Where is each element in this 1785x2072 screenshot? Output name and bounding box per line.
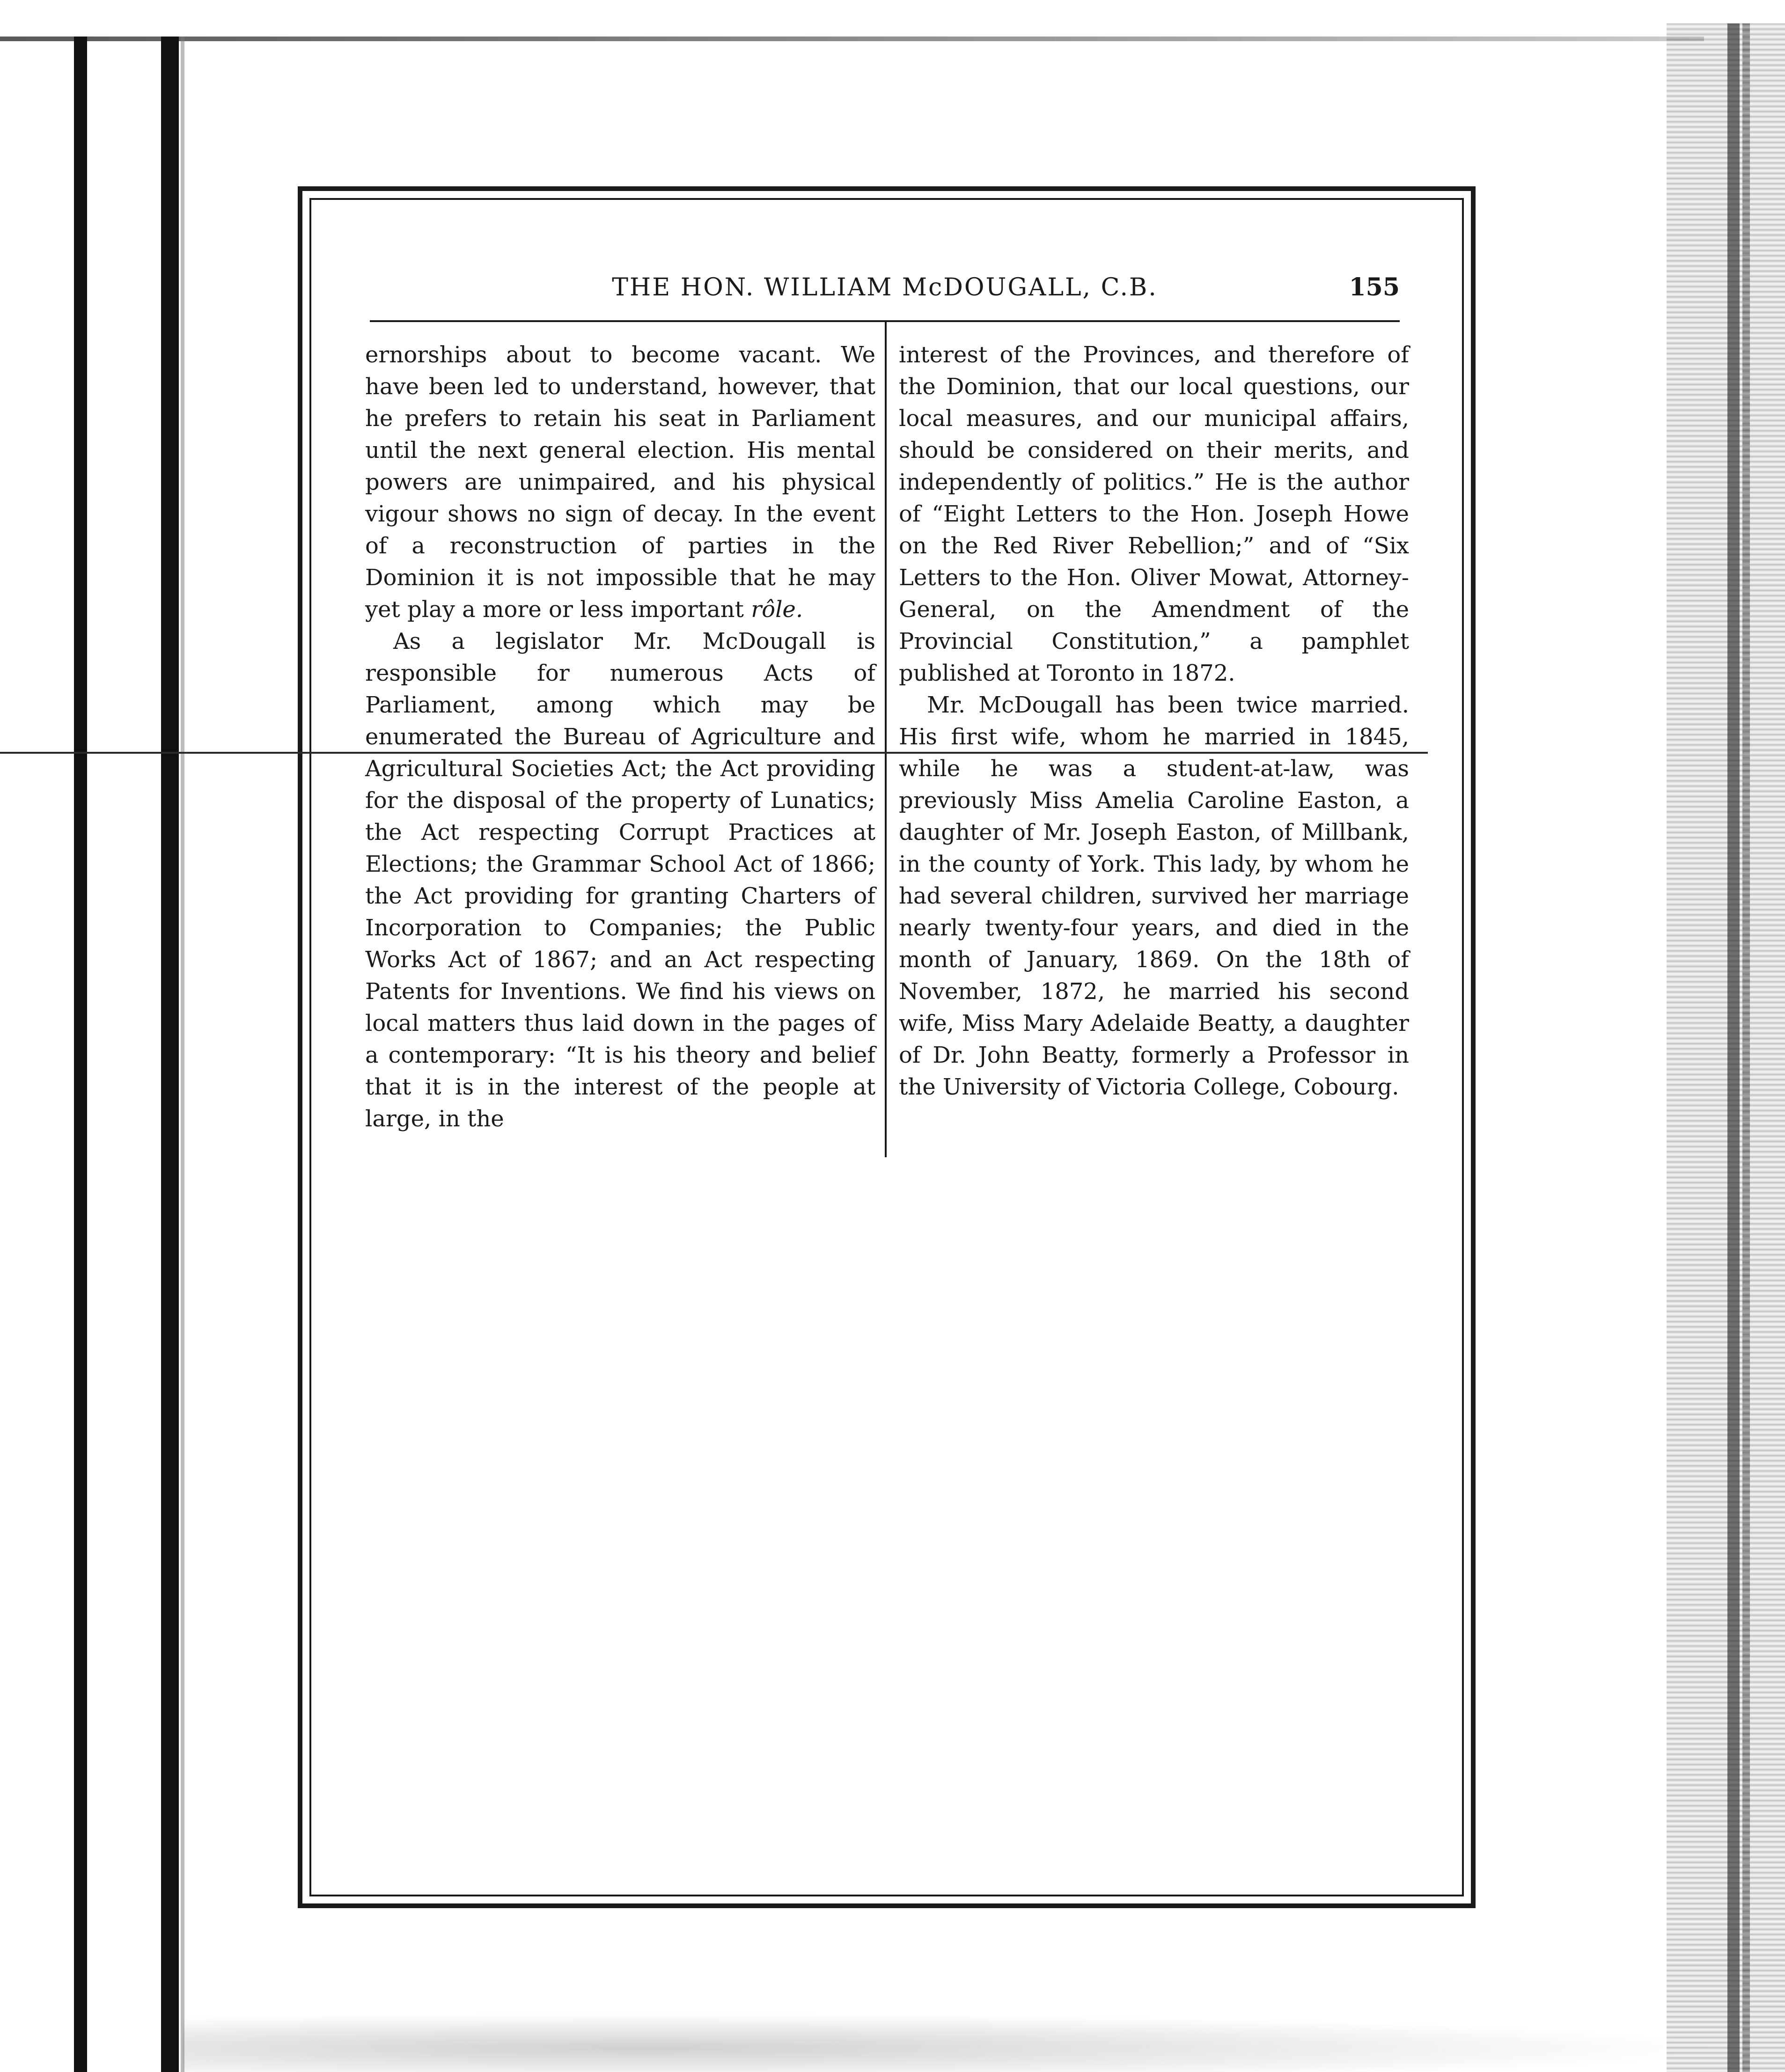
paragraph: As a legislator Mr. McDougall is responsible for numerous Acts of Parliament, among which may be enumerated the Bureau of Agriculture and Agricultural Societies Act; the Act providing for the disposal of the property of Lunatics; the Act respecting Corrupt Practices at Elections; the Grammar School Act of 1866; the Act providing for granting Charters of Incorporation to Companies; the Public Works Act of 1867; and an Act respecting Patents for Inventions. We find his views on local matters thus laid down in the pages of a contemporary: “It is his theory and belief that it is in the interest of the people at large, in the [365,628,875,1132]
scan-artifact-bar [74,37,87,2072]
right-column [899,339,1409,1103]
column-divider [885,322,887,1157]
scan-artifact-line [0,752,1428,754]
paragraph-text: ernorships about to become vacant. We have been led to understand, however, that he prefers to retain his seat in Parliament until the next general election. His mental powers are unimpaired, and his physical vigour shows no sign of decay. In the event of a reconstruction of parties in the Dominion it is not impossible that he may yet play a more or less important [365,342,875,623]
paragraph: Mr. McDougall has been twice married. His first wife, whom he married in 1845, while he was a student-at-law, was previously Miss Amelia Caroline Easton, a daughter of Mr. Joseph Easton, of Millbank, in the county of York. This lady, by whom he had several children, survived her marriage nearly twenty-four years, and died in the month of January, 1869. On the 18th of November, 1872, he married his second wife, Miss Mary Adelaide Beatty, a daughter of Dr. John Beatty, formerly a Professor in the University of Victoria College, Cobourg. [899,692,1409,1100]
scan-artifact-top [0,37,1704,41]
italic-word: rôle. [751,596,803,623]
scan-artifact-bottom [183,2013,1727,2072]
left-column [365,339,875,1135]
scan-artifact-right-edge [1667,23,1785,2072]
paragraph [365,339,875,625]
scan-artifact-right-edge [1742,23,1750,2072]
paragraph: interest of the Provinces, and therefore of the Dominion, that our local questions, our local measures, and our municipal affairs, should be considered on their merits, and independently of politics.” He is the author of “Eight Letters to the Hon. Joseph Howe on the Red River Rebellion;” and of “Six Letters to the Hon. Oliver Mowat, Attorney-General, on the Amendment of the Provincial Constitution,” a pamphlet published at Toronto in 1872. [899,342,1409,686]
scan-artifact-bar [161,37,179,2072]
running-head [370,269,1400,306]
scan-artifact-right-strip [1727,23,1740,2072]
scan-artifact-bar [181,37,184,2072]
page-number: 155 [1349,273,1400,301]
running-title: THE HON. WILLIAM McDOUGALL, C.B. [612,273,1158,301]
